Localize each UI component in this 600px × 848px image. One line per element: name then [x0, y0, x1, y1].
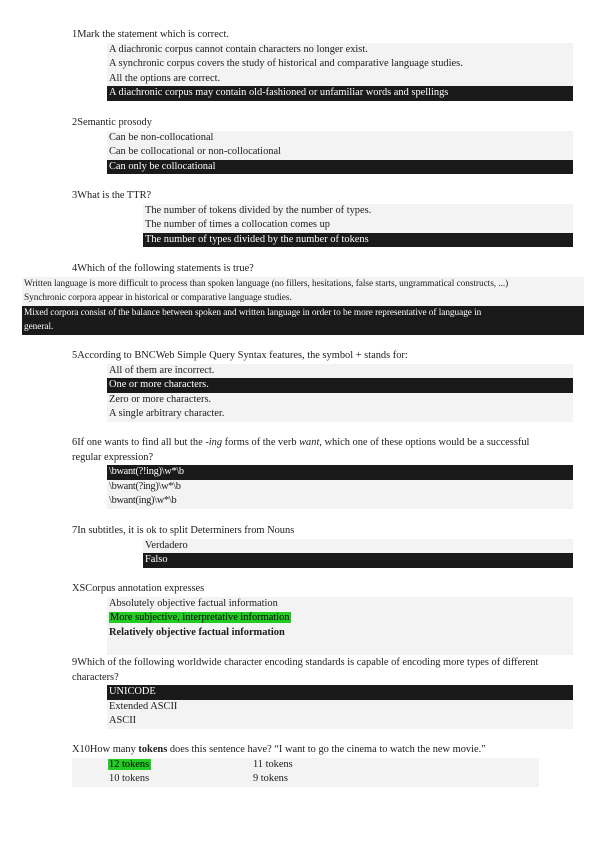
question-number: 6 — [72, 437, 78, 448]
q10-option-2[interactable]: 11 tokens — [253, 758, 293, 770]
q9-options — [107, 685, 573, 729]
question-text-part-1: If one wants to find all but the — [77, 437, 206, 448]
q5-options — [107, 364, 573, 422]
question-number: 2 — [72, 117, 78, 128]
question-text: Corpus annotation expresses — [85, 583, 205, 594]
q10-option-1-correct[interactable]: 12 tokens — [109, 758, 150, 770]
question-text-part-2: forms of the verb — [222, 437, 300, 448]
q4-option-3-selected[interactable]: Mixed corpora consist of the balance between spoken and written language in order to be more representative of language in — [22, 306, 584, 321]
q1-option-1[interactable]: A diachronic corpus cannot contain characters no longer exist. — [107, 43, 573, 58]
q9-option-1-selected[interactable]: UNICODE — [107, 685, 573, 700]
question-text-line-2: characters? — [72, 671, 119, 683]
q6-option-2[interactable]: \bwant(?ing)\w*\b — [107, 480, 573, 495]
question-text: Mark the statement which is correct. — [77, 29, 229, 40]
question-text: What is the TTR? — [77, 190, 152, 201]
q8-option-blank — [107, 640, 573, 655]
q2-option-1[interactable]: Can be non-collocational — [107, 131, 573, 146]
q5-option-1[interactable]: All of them are incorrect. — [107, 364, 573, 379]
question-text-line-2: regular expression? — [72, 451, 154, 463]
question-number: 4 — [72, 263, 78, 274]
q6-options — [107, 465, 573, 509]
q10-options-row-2 — [72, 772, 539, 787]
question-number: 3 — [72, 190, 78, 201]
q3-option-3-selected[interactable]: The number of types divided by the number of tokens — [143, 233, 573, 248]
question-text-part-2: does this sentence have? “I want to go the cinema to watch the new movie.” — [167, 744, 486, 755]
q1-option-4-selected[interactable]: A diachronic corpus may contain old-fashioned or unfamiliar words and spellings — [107, 86, 573, 101]
question-text-part-3: , which one of these options would be a successful — [319, 437, 530, 448]
q7-option-2-selected[interactable]: Falso — [143, 553, 573, 568]
question-text-part-1: How many — [89, 744, 139, 755]
q2-option-3-selected[interactable]: Can only be collocational — [107, 160, 573, 175]
q5-option-4[interactable]: A single arbitrary character. — [107, 407, 573, 422]
question-number: X10 — [72, 744, 90, 755]
question-number: 7 — [72, 525, 78, 536]
q9-option-2[interactable]: Extended ASCII — [107, 700, 573, 715]
q3-option-1[interactable]: The number of tokens divided by the number of types. — [143, 204, 573, 219]
q8-option-3[interactable]: Relatively objective factual information — [107, 626, 573, 641]
q4-option-2[interactable]: Synchronic corpora appear in historical or comparative language studies. — [22, 291, 584, 306]
q2-option-2[interactable]: Can be collocational or non-collocational — [107, 145, 573, 160]
q10-option-4[interactable]: 9 tokens — [253, 773, 288, 784]
q1-options — [107, 43, 573, 101]
question-bold-tokens: tokens — [138, 744, 168, 755]
question-emphasis-ing: -ing — [205, 437, 223, 448]
q9-option-3[interactable]: ASCII — [107, 714, 573, 729]
question-number: 9 — [72, 657, 78, 668]
q5-option-2-selected[interactable]: One or more characters. — [107, 378, 573, 393]
q6-option-3[interactable]: \bwant(ing)\w*\b — [107, 494, 573, 509]
question-text: Which of the following statements is true? — [77, 263, 254, 274]
q1-option-2[interactable]: A synchronic corpus covers the study of historical and comparative language studies. — [107, 57, 573, 72]
q2-options — [107, 131, 573, 175]
question-number: 5 — [72, 350, 78, 361]
q8-option-1[interactable]: Absolutely objective factual information — [107, 597, 573, 612]
q10-options-row-1 — [72, 758, 539, 773]
q4-option-1[interactable]: Written language is more difficult to process than spoken language (no fillers, hesitations, false starts, ungrammatical constructs, ...) — [22, 277, 584, 292]
q7-option-1[interactable]: Verdadero — [143, 539, 573, 554]
question-number: 1 — [72, 29, 78, 40]
question-emphasis-want: want — [299, 437, 320, 448]
question-text: In subtitles, it is ok to split Determiners from Nouns — [77, 525, 295, 536]
q4-options — [22, 277, 584, 335]
q5-option-3[interactable]: Zero or more characters. — [107, 393, 573, 408]
q8-option-2-correct[interactable]: More subjective, interpretative information — [110, 612, 290, 623]
q8-options — [107, 597, 573, 655]
question-number: XS — [72, 583, 86, 594]
q4-option-3-continued[interactable]: general. — [22, 320, 584, 335]
q6-option-1-selected[interactable]: \bwant(?!ing)\w*\b — [107, 465, 573, 480]
q10-option-3[interactable]: 10 tokens — [109, 773, 150, 784]
question-text: According to BNCWeb Simple Query Syntax features, the symbol + stands for: — [77, 350, 408, 361]
q10-options — [72, 758, 539, 787]
q7-options — [143, 539, 573, 568]
q3-option-2[interactable]: The number of times a collocation comes up — [143, 218, 573, 233]
q3-options — [143, 204, 573, 248]
question-text: Semantic prosody — [77, 117, 152, 128]
question-text-line-1: Which of the following worldwide character encoding standards is capable of encoding more types of different — [77, 657, 539, 668]
q1-option-3[interactable]: All the options are correct. — [107, 72, 573, 87]
